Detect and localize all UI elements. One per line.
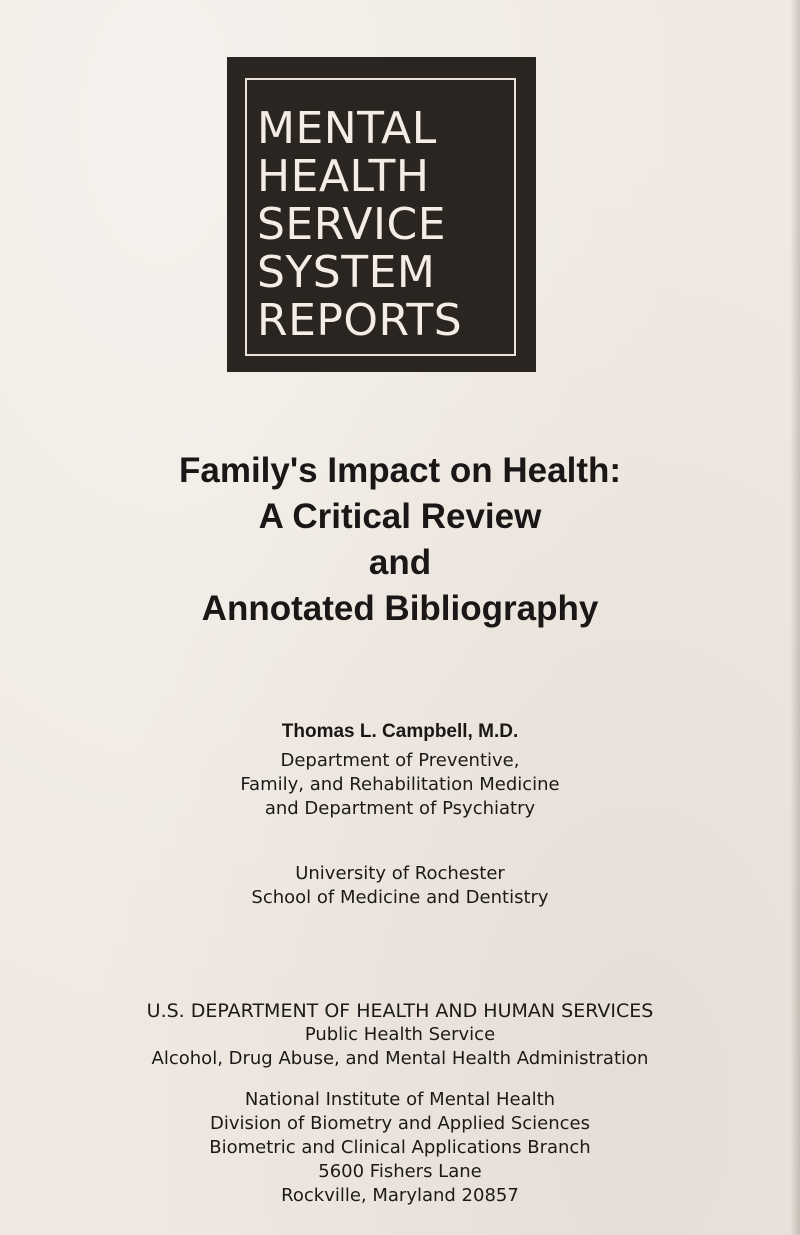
university-line-2: School of Medicine and Dentistry <box>251 887 549 908</box>
author-name: Thomas L. Campbell, M.D. <box>281 721 519 742</box>
title-line-3: and <box>368 543 432 582</box>
department-line-2: Family, and Rehabilitation Medicine <box>240 774 560 795</box>
series-line-4: SYSTEM <box>257 247 436 298</box>
institute-address <box>40 1088 760 1208</box>
agency-line-3: Alcohol, Drug Abuse, and Mental Health Administration <box>151 1048 649 1069</box>
page-edge-shadow <box>790 0 800 1235</box>
series-line-2: HEALTH <box>257 151 430 202</box>
series-logo-block <box>227 57 536 372</box>
institute-line-4: 5600 Fishers Lane <box>318 1161 482 1182</box>
author-university <box>40 862 760 910</box>
department-line-1: Department of Preventive, <box>280 750 520 771</box>
department-line-3: and Department of Psychiatry <box>264 798 536 819</box>
agency-line-1: U.S. DEPARTMENT OF HEALTH AND HUMAN SERVICES <box>146 1000 654 1022</box>
series-line-3: SERVICE <box>257 199 446 250</box>
institute-line-2: Division of Biometry and Applied Sciences <box>209 1113 591 1134</box>
title-line-4: Annotated Bibliography <box>201 589 599 628</box>
series-line-1: MENTAL <box>257 103 437 154</box>
agency-line-2: Public Health Service <box>304 1024 496 1045</box>
institute-line-3: Biometric and Clinical Applications Branch <box>209 1137 591 1158</box>
title-line-2: A Critical Review <box>258 497 542 536</box>
university-line-1: University of Rochester <box>295 863 505 884</box>
institute-line-5: Rockville, Maryland 20857 <box>281 1185 519 1206</box>
institute-line-1: National Institute of Mental Health <box>244 1089 556 1110</box>
author-department <box>40 749 760 821</box>
title-line-1: Family's Impact on Health: <box>178 451 622 490</box>
publishing-agency <box>40 999 760 1071</box>
series-line-5: REPORTS <box>257 295 463 346</box>
book-title <box>100 448 700 632</box>
